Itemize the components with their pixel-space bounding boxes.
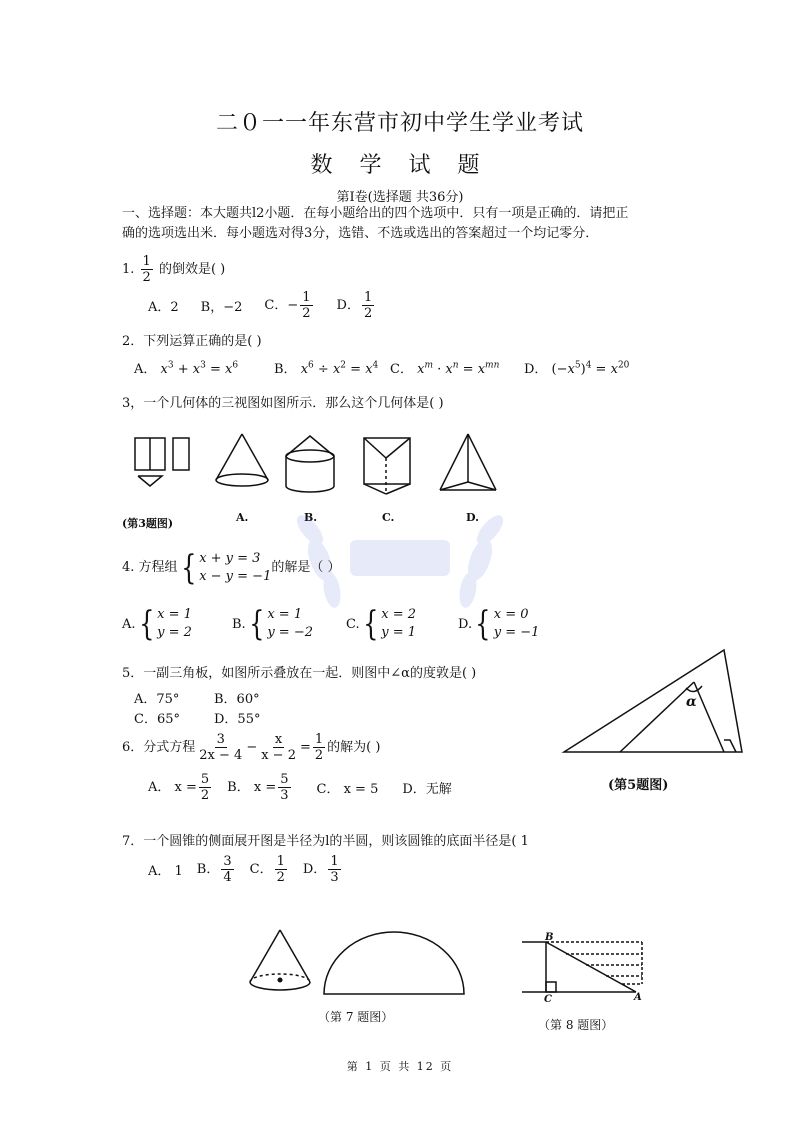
figure-3-label-b: B. (304, 511, 318, 524)
q5-option-a: A．75° (134, 692, 180, 707)
figure-5-caption: (第5题图) (608, 778, 669, 793)
figure-7-caption: （第 7 题图） (318, 1010, 394, 1024)
figure-7-cone-and-semicircle (240, 926, 470, 1002)
question-1-options: A．2 B，−2 C．− $\frac{1}{2}$ D． $\frac{1}{2}$ (148, 290, 373, 321)
figure-3-label-c: C. (382, 511, 395, 524)
option-b: B. { x = 1 y = −2 (232, 604, 313, 644)
alpha-label: α (686, 694, 697, 710)
option-d: D. { x = 0 y = −1 (458, 604, 540, 644)
fraction: $\frac{1}{2}$ (142, 254, 151, 285)
figure-3-label-a: A. (236, 511, 249, 524)
top-view-icon (138, 476, 162, 486)
option-c: C. { x = 2 y = 1 (346, 604, 417, 644)
point-c-label: C (544, 994, 552, 1005)
q5-option-d: D．55° (214, 712, 261, 727)
question-1: 1. $\frac{1}{2}$ 的倒效是( ) (122, 254, 226, 285)
instructions-line2: 确的选项选出米．每小题选对得3分，选错、不选或选出的答案超过一个均记零分． (122, 226, 599, 241)
question-3: 3，一个几何体的三视图如图所示．那么这个几何体是( ) (122, 396, 444, 411)
figure-8-diagram (518, 932, 650, 1006)
question-7-options: A． 1 B． $\frac{3}{4}$ C． $\frac{1}{2}$ D． $\frac{1}{3}$ (148, 854, 339, 885)
q5-option-c: C．65° (134, 712, 180, 727)
point-a-label: A (634, 992, 642, 1003)
q5-option-b: B．60° (214, 692, 260, 707)
figure-8-caption: （第 8 题图） (538, 1018, 614, 1032)
question-4: 4. 方程组 { x + y = 3 x − y = −1 的解是（ ） (122, 548, 341, 588)
figure-5-triangles (560, 646, 750, 758)
side-view-icon (173, 438, 189, 470)
figure-3-label-d: D. (466, 511, 479, 524)
option-a: A. { x = 1 y = 2 (122, 604, 192, 644)
exam-subtitle: 数 学 试 题 (310, 153, 490, 178)
equation-system: { x + y = 3 x − y = −1 (180, 548, 272, 588)
question-4-options (122, 606, 542, 652)
page-footer: 第 1 页 共 12 页 (346, 1060, 454, 1073)
section-heading: 第Ⅰ卷(选择题 共36分) (336, 190, 464, 205)
question-6: 6．分式方程 $\frac{3}{2x - 4}$ − $\frac{x}{x - 2}$ = $\frac{1}{2}$ 的解为( ) (122, 732, 381, 763)
question-7: 7．一个圆锥的侧面展开图是半径为l的半圆，则该圆锥的底面半径是( 1 (122, 834, 529, 849)
question-6-options: A． x = $\frac{5}{2}$ B． x = $\frac{5}{3}$ C． x = 5 D．无解 (148, 772, 452, 803)
point-b-label: B (545, 932, 554, 943)
figure-3-caption: (第3题图) (122, 517, 174, 530)
question-5: 5．一副三角板，如图所示叠放在一起．则图中∠α的度敦是( ) (122, 666, 477, 681)
question-2: 2．下列运算正确的是( ) (122, 334, 262, 349)
exam-title: 二０一一年东营市初中学生学业考试 (215, 111, 584, 136)
instructions-line1: 一、选择题：本大题共l2小题．在每小题给出的四个选项中．只有一项是正确的．请把正 (122, 206, 629, 221)
